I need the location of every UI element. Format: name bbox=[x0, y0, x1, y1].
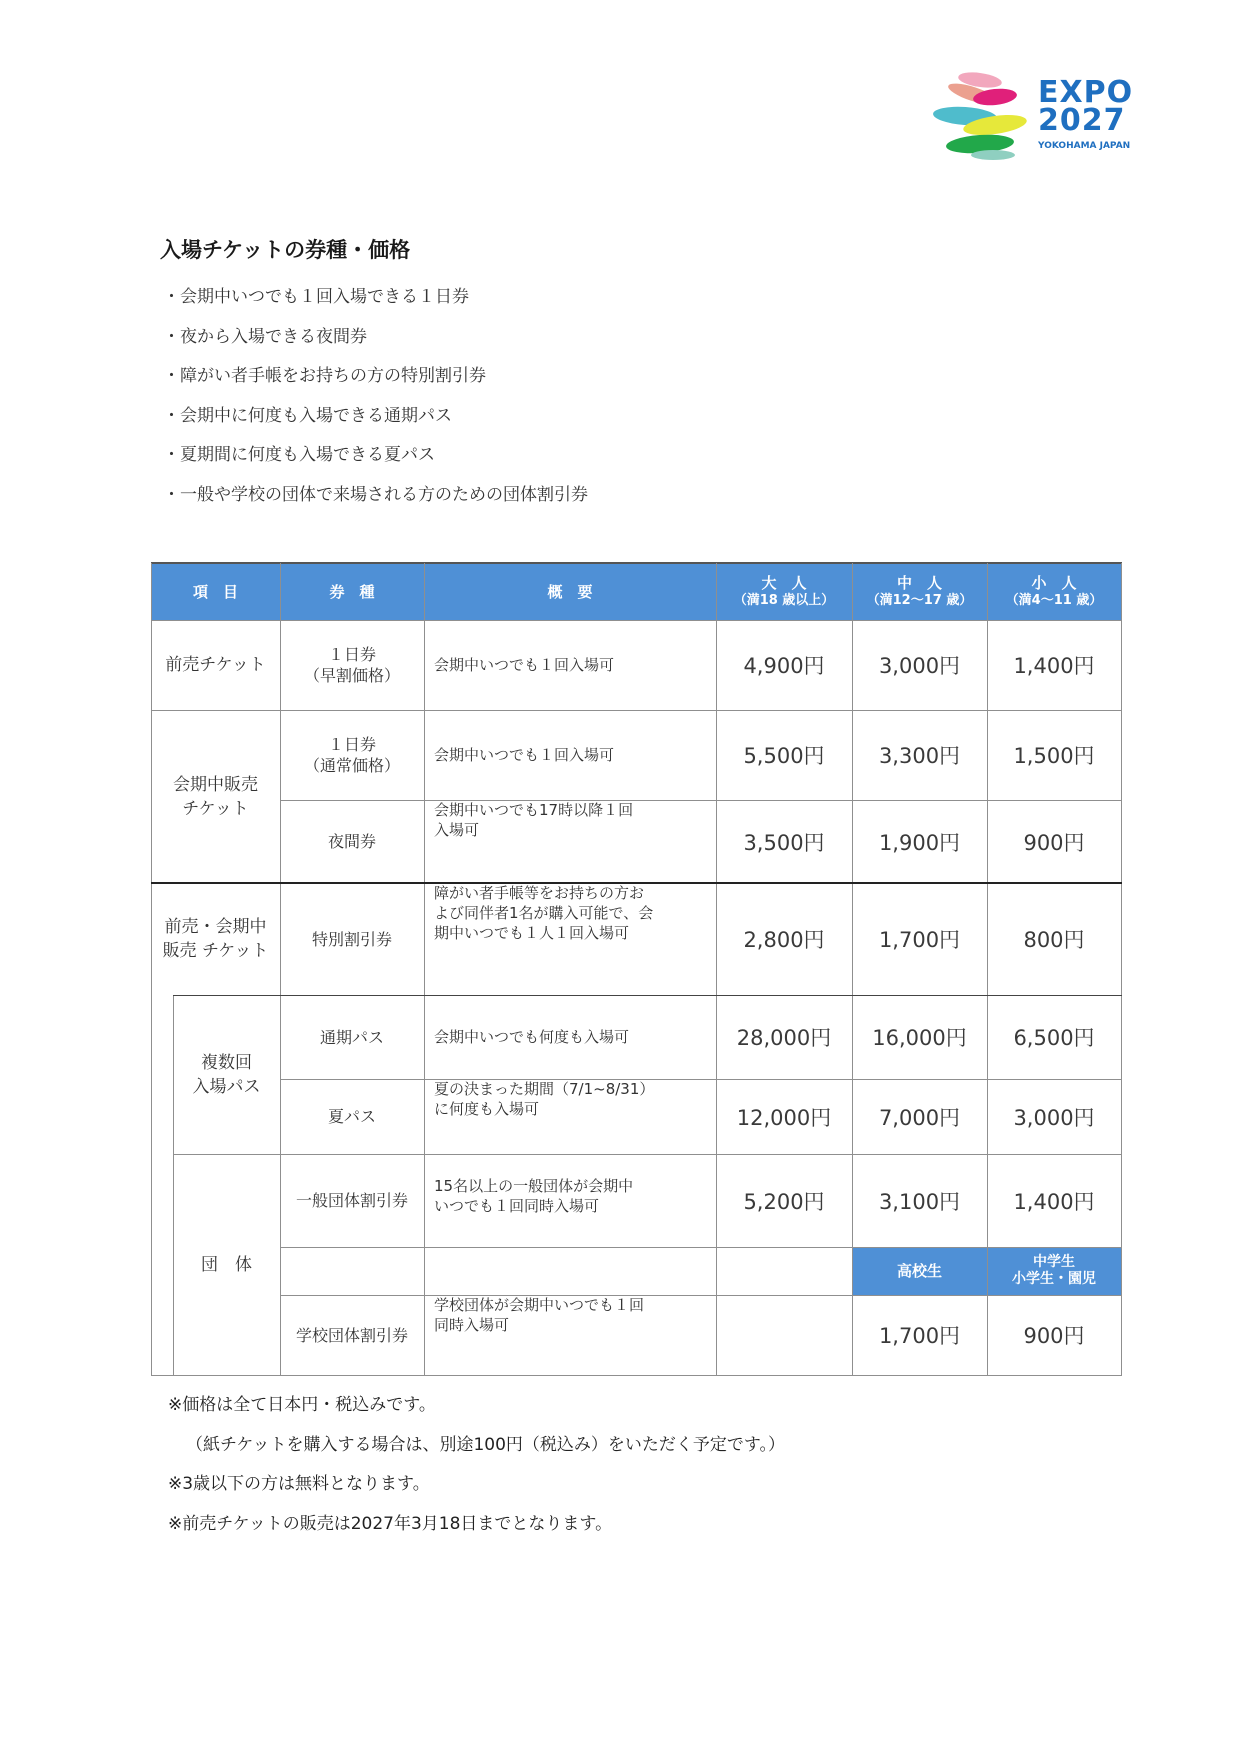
header-child bbox=[987, 563, 1121, 620]
bullet-item: ・会期中いつでも１回入場できる１日券 bbox=[163, 287, 469, 307]
type-label: 夏パス bbox=[327, 1107, 376, 1126]
desc-cell bbox=[424, 620, 716, 710]
note-advance-deadline: ※前売チケットの販売は2027年3月18日までとなります。 bbox=[168, 1514, 613, 1534]
col-divider bbox=[716, 563, 717, 1376]
desc-text: いつでも１回同時入場可 bbox=[434, 1197, 600, 1215]
desc-text: 夏の決まった期間（7/1~8/31） bbox=[434, 1080, 655, 1098]
header-adult bbox=[716, 563, 852, 620]
note-free-under-3: ※3歳以下の方は無料となります。 bbox=[168, 1474, 430, 1494]
category-advance bbox=[151, 620, 280, 710]
desc-text: よび同伴者1名が購入可能で、会 bbox=[434, 904, 654, 922]
price-youth: 3,100円 bbox=[878, 1189, 961, 1214]
logo-location-text: YOKOHAMA JAPAN bbox=[1038, 141, 1131, 151]
price-child: 6,500円 bbox=[1013, 1026, 1095, 1050]
type-cell bbox=[280, 710, 424, 800]
price-youth: 3,000円 bbox=[878, 654, 961, 678]
header-desc-label: 概 要 bbox=[547, 582, 593, 601]
header-adult-label: 大 人 bbox=[761, 573, 807, 592]
expo-logo-mark-icon bbox=[925, 70, 1035, 165]
category-during-line1: 会期中販売 bbox=[173, 774, 258, 795]
desc-text: 15名以上の一般団体が会期中 bbox=[434, 1177, 634, 1195]
header-child-label: 小 人 bbox=[1031, 573, 1077, 592]
header-type bbox=[280, 563, 424, 620]
row-divider bbox=[151, 710, 1122, 711]
desc-cell bbox=[424, 1154, 716, 1247]
school-header-junior-line2: 小学生・園児 bbox=[1012, 1271, 1096, 1287]
school-header-highschool-label: 高校生 bbox=[896, 1262, 942, 1280]
category-group-label: 団 体 bbox=[201, 1254, 252, 1275]
row-divider bbox=[173, 995, 1122, 996]
col-divider bbox=[852, 563, 853, 1376]
price-child: 900円 bbox=[1023, 1324, 1085, 1348]
nested-col-divider bbox=[173, 995, 174, 1376]
header-adult-age: （満18 歳以上） bbox=[733, 592, 835, 608]
header-child-age: （満4～11 歳） bbox=[1005, 592, 1103, 608]
desc-text: 学校団体が会期中いつでも１回 bbox=[434, 1296, 645, 1314]
type-label: 一般団体割引券 bbox=[295, 1191, 408, 1210]
table-border-top bbox=[151, 562, 1122, 564]
school-header-junior-line1: 中学生 bbox=[1033, 1254, 1075, 1270]
desc-text: 会期中いつでも１回入場可 bbox=[434, 656, 615, 674]
category-multi-pass bbox=[173, 995, 280, 1154]
type-label: 学校団体割引券 bbox=[295, 1325, 408, 1345]
type-cell bbox=[280, 620, 424, 710]
price-youth: 3,300円 bbox=[878, 744, 961, 768]
desc-cell bbox=[424, 883, 716, 995]
category-during-line2: チケット bbox=[182, 798, 249, 819]
type-label: 夜間券 bbox=[327, 832, 376, 851]
type-label: 通期パス bbox=[319, 1027, 384, 1047]
note-paper-ticket: （紙チケットを購入する場合は、別途100円（税込み）をいただく予定です。） bbox=[186, 1435, 786, 1455]
table-border-right bbox=[1121, 563, 1122, 1376]
expo-2027-logo bbox=[925, 70, 1155, 165]
header-youth-age: （満12～17 歳） bbox=[866, 592, 973, 608]
col-divider bbox=[280, 563, 281, 1376]
row-divider bbox=[280, 1079, 1122, 1080]
type-label: １日券 bbox=[327, 735, 376, 754]
desc-text: 障がい者手帳等をお持ちの方お bbox=[434, 884, 645, 902]
header-youth bbox=[852, 563, 987, 620]
price-adult: 2,800円 bbox=[743, 928, 825, 952]
logo-year-text: 2027 bbox=[1038, 103, 1126, 138]
note-price-tax: ※価格は全て日本円・税込みです。 bbox=[168, 1395, 436, 1415]
category-group bbox=[173, 1154, 280, 1375]
page-title: 入場チケットの券種・価格 bbox=[160, 238, 411, 262]
price-child: 800円 bbox=[1023, 928, 1085, 952]
category-multi-line1: 複数回 bbox=[201, 1052, 252, 1073]
category-both-line2: 販売 チケット bbox=[162, 941, 269, 961]
row-divider bbox=[151, 620, 1122, 621]
desc-cell bbox=[424, 995, 716, 1079]
price-adult: 4,900円 bbox=[743, 654, 825, 678]
header-item-label: 項 目 bbox=[192, 582, 238, 601]
bullet-item: ・会期中に何度も入場できる通期パス bbox=[163, 406, 452, 426]
col-divider bbox=[987, 563, 988, 1376]
header-youth-label: 中 人 bbox=[896, 573, 942, 592]
type-cell bbox=[280, 1079, 424, 1154]
logo-expo-text: EXPO bbox=[1038, 75, 1134, 110]
desc-text: 会期中いつでも17時以降１回 bbox=[434, 801, 634, 819]
type-cell bbox=[280, 1295, 424, 1375]
row-divider bbox=[173, 1154, 1122, 1155]
type-label: 特別割引券 bbox=[311, 929, 392, 949]
desc-cell bbox=[424, 1295, 716, 1375]
desc-cell bbox=[424, 710, 716, 800]
price-adult: 12,000円 bbox=[736, 1105, 832, 1130]
category-multi-line2: 入場パス bbox=[192, 1076, 261, 1097]
row-divider bbox=[280, 1295, 1122, 1296]
school-header-junior bbox=[987, 1247, 1121, 1295]
table-border-left bbox=[151, 563, 152, 1376]
bullet-item: ・夜から入場できる夜間券 bbox=[163, 327, 367, 347]
price-adult: 5,500円 bbox=[743, 744, 825, 768]
row-divider bbox=[280, 800, 1122, 801]
price-adult: 5,200円 bbox=[743, 1189, 825, 1214]
desc-text: 入場可 bbox=[434, 821, 480, 839]
type-label: １日券 bbox=[327, 645, 376, 664]
price-youth: 1,700円 bbox=[878, 928, 961, 952]
school-header-highschool bbox=[852, 1247, 987, 1295]
price-adult: 3,500円 bbox=[743, 830, 825, 855]
price-child: 1,400円 bbox=[1013, 1189, 1095, 1214]
header-item bbox=[151, 563, 280, 620]
price-child: 3,000円 bbox=[1013, 1105, 1095, 1130]
category-during bbox=[151, 710, 280, 883]
col-divider bbox=[424, 563, 425, 1376]
desc-text: 同時入場可 bbox=[434, 1316, 510, 1334]
desc-text: に何度も入場可 bbox=[434, 1100, 540, 1118]
category-both-line1: 前売・会期中 bbox=[164, 917, 267, 937]
price-adult: 28,000円 bbox=[736, 1026, 832, 1050]
table-border-bottom bbox=[151, 1375, 1122, 1376]
desc-text: 会期中いつでも１回入場可 bbox=[434, 746, 615, 764]
bullet-item: ・一般や学校の団体で来場される方のための団体割引券 bbox=[163, 485, 588, 505]
price-youth: 7,000円 bbox=[878, 1105, 961, 1130]
price-youth: 1,700円 bbox=[878, 1324, 961, 1348]
desc-cell bbox=[424, 800, 716, 883]
price-child: 900円 bbox=[1023, 830, 1085, 855]
row-divider-thick bbox=[151, 882, 1122, 884]
type-sublabel: （早割価格） bbox=[303, 666, 400, 685]
price-youth: 16,000円 bbox=[872, 1026, 967, 1050]
header-desc bbox=[424, 563, 716, 620]
type-cell bbox=[280, 995, 424, 1079]
type-cell bbox=[280, 1154, 424, 1247]
desc-text: 会期中いつでも何度も入場可 bbox=[434, 1028, 630, 1046]
desc-cell bbox=[424, 1079, 716, 1154]
type-cell bbox=[280, 800, 424, 883]
category-advance-label: 前売チケット bbox=[165, 655, 266, 675]
desc-text: 期中いつでも１人１回入場可 bbox=[434, 924, 630, 942]
price-child: 1,500円 bbox=[1013, 744, 1095, 768]
row-divider bbox=[280, 1247, 1122, 1248]
type-cell bbox=[280, 883, 424, 995]
bullet-item: ・障がい者手帳をお持ちの方の特別割引券 bbox=[163, 366, 486, 386]
bullet-item: ・夏期間に何度も入場できる夏パス bbox=[163, 445, 435, 465]
price-youth: 1,900円 bbox=[878, 830, 961, 855]
price-child: 1,400円 bbox=[1013, 654, 1095, 678]
header-type-label: 券 種 bbox=[329, 582, 375, 601]
category-both bbox=[151, 883, 280, 995]
type-sublabel: （通常価格） bbox=[303, 756, 400, 775]
